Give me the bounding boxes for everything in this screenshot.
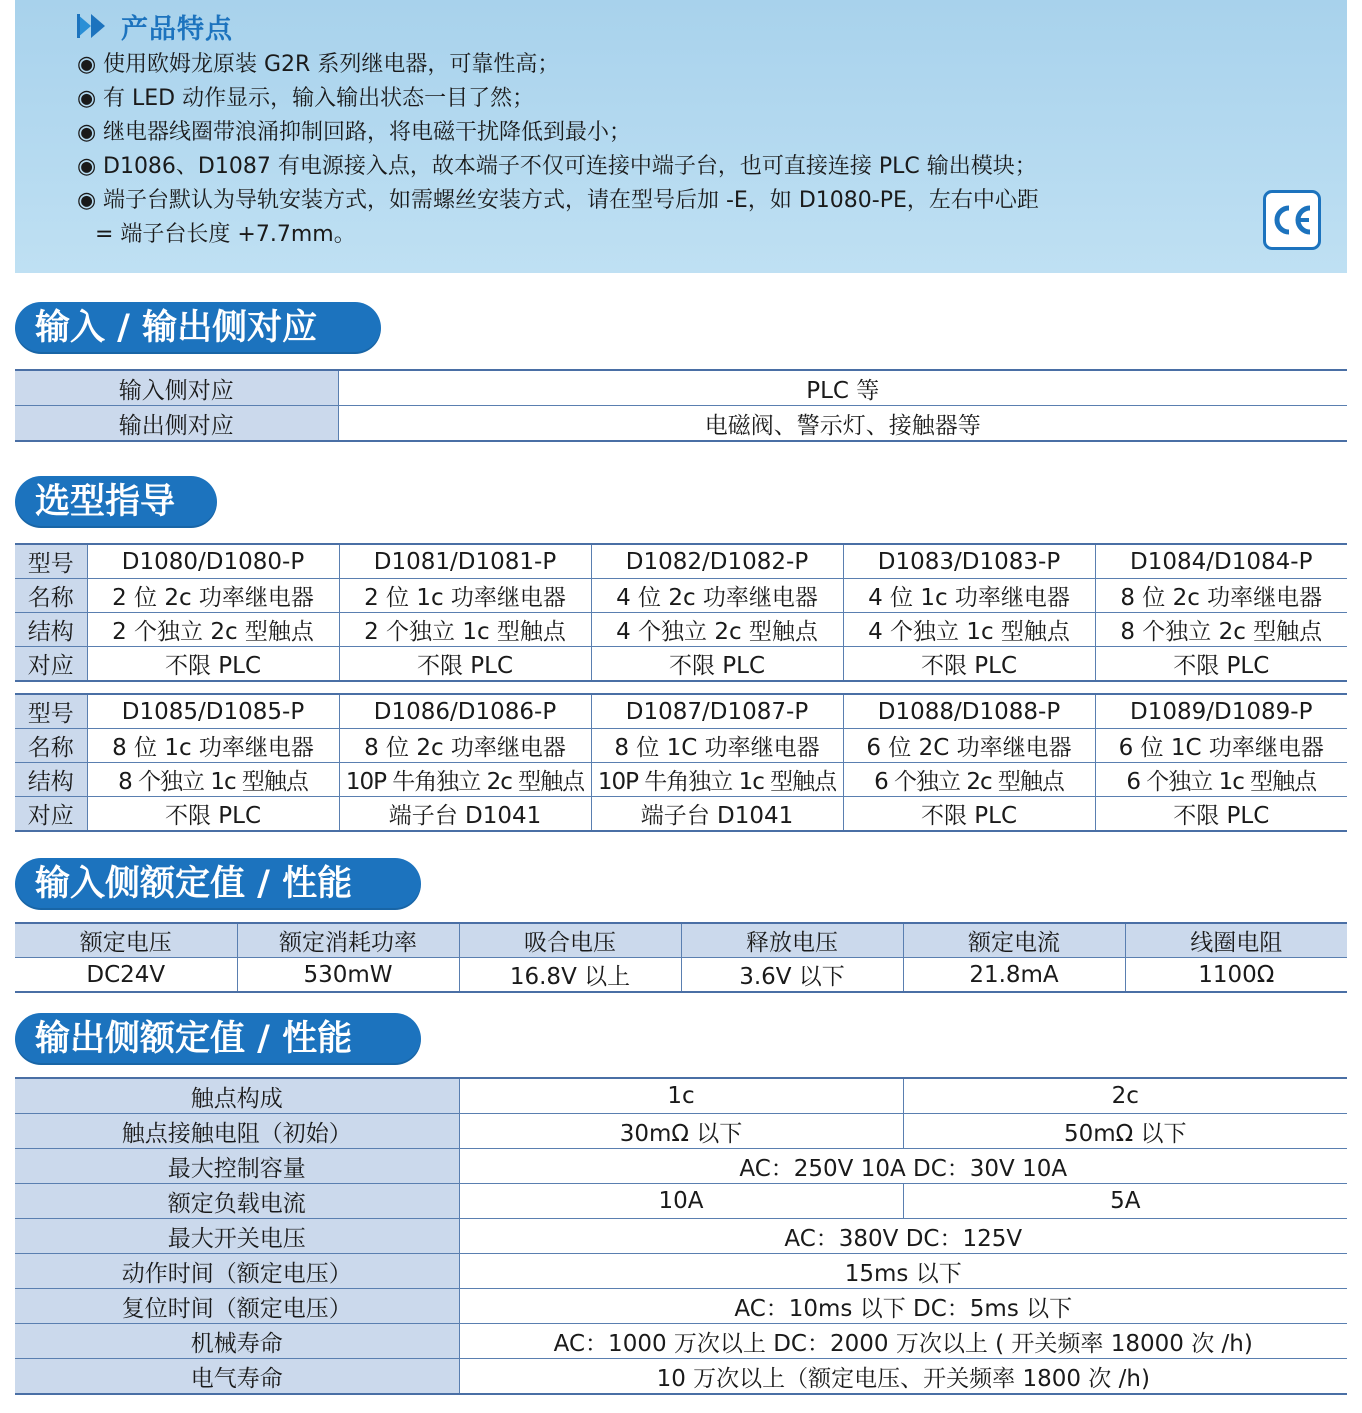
table-cell: 8 个独立 1c 型触点 <box>87 763 339 797</box>
row-header: 对应 <box>15 797 87 832</box>
selection-table-1 <box>15 543 1347 682</box>
column-header: 释放电压 <box>681 923 903 958</box>
table-row <box>15 544 1347 579</box>
table-cell: D1088/D1088-P <box>843 694 1095 729</box>
table-row <box>15 647 1347 682</box>
row-label: 触点接触电阻（初始） <box>15 1114 459 1149</box>
table-cell: D1084/D1084-P <box>1095 544 1347 579</box>
row-header: 型号 <box>15 544 87 579</box>
row-label: 额定负载电流 <box>15 1184 459 1219</box>
feature-item: ◉ 端子台默认为导轨安装方式，如需螺丝安装方式，请在型号后加 -E，如 D1080-PE，左右中心距 <box>77 184 1177 218</box>
row-label: 电气寿命 <box>15 1359 459 1395</box>
table-cell: 不限 PLC <box>843 797 1095 832</box>
row-label: 动作时间（额定电压） <box>15 1254 459 1289</box>
table-cell: 不限 PLC <box>87 797 339 832</box>
table-cell: 2 位 1c 功率继电器 <box>339 579 591 613</box>
feature-item: ◉ 继电器线圈带浪涌抑制回路，将电磁干扰降低到最小； <box>77 116 1177 150</box>
table-row <box>15 1149 1347 1184</box>
row-value: PLC 等 <box>338 370 1347 406</box>
table-cell: 6 个独立 2c 型触点 <box>843 763 1095 797</box>
table-row <box>15 370 1347 406</box>
features-heading <box>77 8 233 44</box>
table-cell: AC：1000 万次以上 DC：2000 万次以上 ( 开关频率 18000 次 /h) <box>459 1324 1347 1359</box>
table-row <box>15 729 1347 763</box>
feature-item: ◉ D1086、D1087 有电源接入点，故本端子不仅可连接中端子台，也可直接连接 PLC 输出模块； <box>77 150 1177 184</box>
row-label: 机械寿命 <box>15 1324 459 1359</box>
table-cell: D1080/D1080-P <box>87 544 339 579</box>
table-cell: 4 个独立 1c 型触点 <box>843 613 1095 647</box>
table-cell: 1100Ω <box>1125 958 1347 993</box>
table-cell: 50mΩ 以下 <box>903 1114 1347 1149</box>
table-cell: 530mW <box>237 958 459 993</box>
table-cell: 10A <box>459 1184 903 1219</box>
bullet-icon: ◉ <box>77 86 97 111</box>
table-cell: 端子台 D1041 <box>339 797 591 832</box>
table-row <box>15 579 1347 613</box>
table-cell: 2 个独立 2c 型触点 <box>87 613 339 647</box>
row-header: 对应 <box>15 647 87 682</box>
table-cell: DC24V <box>15 958 237 993</box>
table-cell: 8 位 1C 功率继电器 <box>591 729 843 763</box>
feature-item: ◉ 使用欧姆龙原装 G2R 系列继电器，可靠性高； <box>77 48 1177 82</box>
row-label: 触点构成 <box>15 1078 459 1114</box>
section-title-io: 输入 / 输出侧对应 <box>15 302 381 354</box>
table-cell: 不限 PLC <box>339 647 591 682</box>
table-cell: 8 位 2c 功率继电器 <box>339 729 591 763</box>
output-ratings-table <box>15 1077 1347 1395</box>
table-row <box>15 1219 1347 1254</box>
table-cell: 8 位 1c 功率继电器 <box>87 729 339 763</box>
ce-glyph <box>1270 203 1314 237</box>
row-header: 名称 <box>15 579 87 613</box>
table-row <box>15 1324 1347 1359</box>
features-list <box>77 48 1177 252</box>
section-title-output-ratings: 输出侧额定值 / 性能 <box>15 1013 421 1065</box>
table-row <box>15 763 1347 797</box>
row-header: 结构 <box>15 613 87 647</box>
table-row <box>15 797 1347 832</box>
table-cell: AC：10ms 以下 DC：5ms 以下 <box>459 1289 1347 1324</box>
table-cell: 30mΩ 以下 <box>459 1114 903 1149</box>
table-cell: 不限 PLC <box>843 647 1095 682</box>
table-cell: AC：380V DC：125V <box>459 1219 1347 1254</box>
column-header: 额定消耗功率 <box>237 923 459 958</box>
table-cell: 1c <box>459 1078 903 1114</box>
bullet-icon: ◉ <box>77 52 97 77</box>
row-label: 最大开关电压 <box>15 1219 459 1254</box>
section-title-input-ratings: 输入侧额定值 / 性能 <box>15 858 421 910</box>
table-row <box>15 694 1347 729</box>
row-label: 输入侧对应 <box>15 370 338 406</box>
table-cell: D1082/D1082-P <box>591 544 843 579</box>
table-cell: D1085/D1085-P <box>87 694 339 729</box>
table-cell: 6 个独立 1c 型触点 <box>1095 763 1347 797</box>
table-row <box>15 1184 1347 1219</box>
table-cell: 4 个独立 2c 型触点 <box>591 613 843 647</box>
feature-item-continuation: = 端子台长度 +7.7mm。 <box>95 222 356 247</box>
product-features-panel <box>15 0 1347 273</box>
feature-item: ◉ 有 LED 动作显示，输入输出状态一目了然； <box>77 82 1177 116</box>
row-header: 结构 <box>15 763 87 797</box>
table-cell: 2 位 2c 功率继电器 <box>87 579 339 613</box>
bullet-icon: ◉ <box>77 120 97 145</box>
selection-table-2 <box>15 693 1347 832</box>
column-header: 额定电压 <box>15 923 237 958</box>
table-cell: 10P 牛角独立 1c 型触点 <box>591 763 843 797</box>
table-cell: 16.8V 以上 <box>459 958 681 993</box>
table-cell: 不限 PLC <box>1095 647 1347 682</box>
row-label: 输出侧对应 <box>15 406 338 442</box>
table-cell: 4 位 1c 功率继电器 <box>843 579 1095 613</box>
table-row <box>15 1078 1347 1114</box>
features-title: 产品特点 <box>121 13 233 45</box>
column-header: 吸合电压 <box>459 923 681 958</box>
io-table <box>15 369 1347 442</box>
table-cell: D1089/D1089-P <box>1095 694 1347 729</box>
table-cell: 10P 牛角独立 2c 型触点 <box>339 763 591 797</box>
table-row <box>15 958 1347 993</box>
table-row <box>15 923 1347 958</box>
table-cell: D1083/D1083-P <box>843 544 1095 579</box>
input-ratings-table <box>15 922 1347 993</box>
table-row <box>15 613 1347 647</box>
table-cell: 不限 PLC <box>87 647 339 682</box>
row-value: 电磁阀、警示灯、接触器等 <box>338 406 1347 442</box>
table-cell: D1087/D1087-P <box>591 694 843 729</box>
table-cell: 6 位 2C 功率继电器 <box>843 729 1095 763</box>
table-cell: 3.6V 以下 <box>681 958 903 993</box>
table-row <box>15 1114 1347 1149</box>
table-cell: 不限 PLC <box>1095 797 1347 832</box>
table-cell: AC：250V 10A DC：30V 10A <box>459 1149 1347 1184</box>
table-cell: 5A <box>903 1184 1347 1219</box>
table-cell: 2c <box>903 1078 1347 1114</box>
table-row <box>15 1359 1347 1395</box>
table-cell: 8 个独立 2c 型触点 <box>1095 613 1347 647</box>
row-header: 型号 <box>15 694 87 729</box>
table-row <box>15 1289 1347 1324</box>
row-label: 最大控制容量 <box>15 1149 459 1184</box>
row-header: 名称 <box>15 729 87 763</box>
column-header: 额定电流 <box>903 923 1125 958</box>
table-cell: 8 位 2c 功率继电器 <box>1095 579 1347 613</box>
row-label: 复位时间（额定电压） <box>15 1289 459 1324</box>
section-title-selection: 选型指导 <box>15 476 217 528</box>
bullet-icon: ◉ <box>77 154 97 179</box>
table-cell: 不限 PLC <box>591 647 843 682</box>
column-header: 线圈电阻 <box>1125 923 1347 958</box>
ce-mark-icon <box>1263 190 1321 250</box>
table-row <box>15 1254 1347 1289</box>
bullet-icon: ◉ <box>77 188 97 213</box>
table-cell: D1081/D1081-P <box>339 544 591 579</box>
table-cell: 6 位 1C 功率继电器 <box>1095 729 1347 763</box>
table-cell: D1086/D1086-P <box>339 694 591 729</box>
table-cell: 2 个独立 1c 型触点 <box>339 613 591 647</box>
double-arrow-icon <box>77 12 115 40</box>
table-cell: 4 位 2c 功率继电器 <box>591 579 843 613</box>
table-cell: 端子台 D1041 <box>591 797 843 832</box>
table-cell: 21.8mA <box>903 958 1125 993</box>
table-cell: 15ms 以下 <box>459 1254 1347 1289</box>
table-row <box>15 406 1347 442</box>
table-cell: 10 万次以上（额定电压、开关频率 1800 次 /h) <box>459 1359 1347 1395</box>
